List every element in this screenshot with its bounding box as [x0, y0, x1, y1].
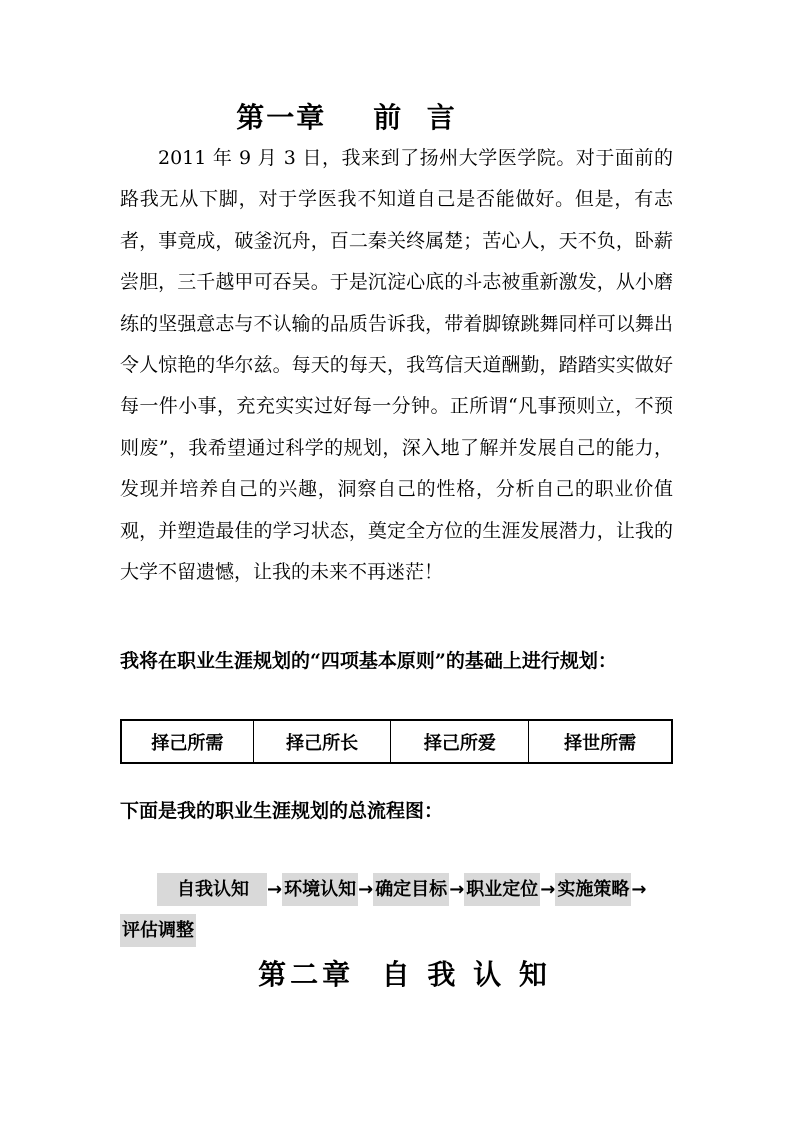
principles-lead-text: 我将在职业生涯规划的“四项基本原则”的基础上进行规划：: [120, 650, 617, 672]
arrow-right-icon: →: [631, 879, 647, 900]
flow-step: 自我认知: [157, 873, 267, 906]
principle-cell: 择己所长: [253, 720, 391, 763]
principle-cell: 择己所需: [121, 720, 253, 763]
flow-step: 实施策略: [555, 873, 631, 906]
intro-paragraph: 2011 年 9 月 3 日，我来到了扬州大学医学院。对于面前的路我无从下脚，对于学医我不知道自己是否能做好。但是，有志者，事竟成，破釜沉舟，百二秦关终属楚；苦心人，天不负，卧薪尝胆，三千越甲可吞吴。于是沉淀心底的斗志被重新激发，从小磨练的坚强意志与不认输的品质告诉我，带着脚镣跳舞同样可以舞出令人惊艳的华尔兹。每天的每天，我笃信天道酬勤，踏踏实实做好每一件小事，充充实实过好每一分钟。正所谓“凡事预则立，不预则废”，我希望通过科学的规划，深入地了解并发展自己的能力，发现并培养自己的兴趣，洞察自己的性格，分析自己的职业价值观，并塑造最佳的学习状态，奠定全方位的生涯发展潜力，让我的大学不留遗憾，让我的未来不再迷茫！: [120, 147, 673, 584]
principles-table: [120, 719, 673, 764]
career-flowchart: [120, 870, 680, 951]
table-row: [121, 720, 672, 763]
arrow-right-icon: →: [358, 879, 374, 900]
flow-lead-text: 下面是我的职业生涯规划的总流程图：: [120, 800, 444, 822]
flow-step: 环境认知: [282, 873, 358, 906]
flow-step: 职业定位: [464, 873, 540, 906]
flow-step: 确定目标: [373, 873, 449, 906]
principle-cell: 择己所爱: [391, 720, 529, 763]
arrow-right-icon: →: [449, 879, 465, 900]
principle-cell: 择世所需: [529, 720, 672, 763]
chapter-2-title: 第二章 自 我 认 知: [258, 958, 551, 991]
flow-step: 评估调整: [120, 914, 196, 947]
arrow-right-icon: →: [267, 879, 283, 900]
chapter-1-title: 第一章 前 言: [236, 101, 457, 134]
arrow-right-icon: →: [540, 879, 556, 900]
